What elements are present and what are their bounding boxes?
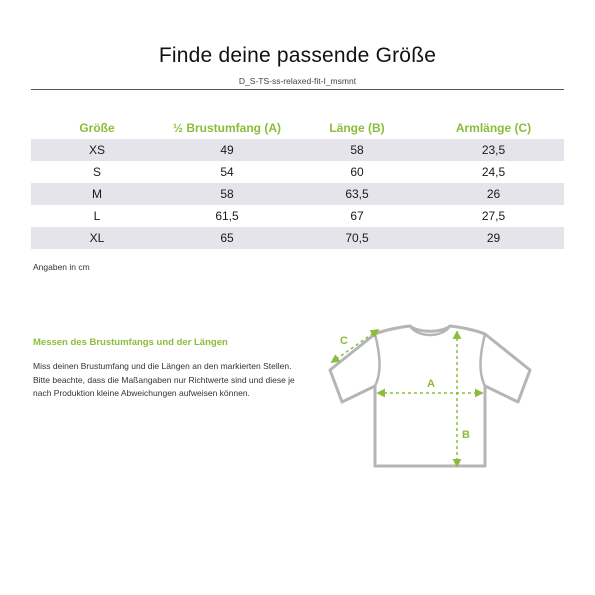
cell-length: 70,5 bbox=[291, 227, 423, 249]
table-header-row bbox=[31, 117, 564, 139]
table-row bbox=[31, 227, 564, 249]
cell-length: 67 bbox=[350, 209, 364, 223]
tshirt-diagram bbox=[320, 318, 540, 478]
label-c: C bbox=[340, 335, 348, 347]
label-a: A bbox=[427, 378, 435, 390]
cell-chest: 61,5 bbox=[215, 209, 239, 223]
tshirt-seam-left bbox=[375, 334, 380, 386]
cell-chest: 58 bbox=[163, 183, 291, 205]
cell-length: 58 bbox=[291, 139, 423, 161]
cell-sleeve: 26 bbox=[423, 183, 564, 205]
column-header-sleeve: Armlänge (C) bbox=[455, 121, 532, 135]
measure-paragraph: Miss deinen Brustumfang und die Längen an den markierten Stellen. bbox=[33, 361, 292, 371]
cell-chest: 65 bbox=[163, 227, 291, 249]
cell-size: XS bbox=[31, 139, 163, 161]
tshirt-outline bbox=[330, 326, 530, 466]
product-code: D_S-TS-ss-relaxed-fit-I_msmnt bbox=[238, 76, 357, 86]
units-note: Angaben in cm bbox=[33, 262, 90, 272]
measure-disclaimer: Bitte beachte, dass die Maßangaben nur Richtwerte sind und diese je nach Produktion kleine Abweichungen aufweisen können. bbox=[33, 374, 295, 398]
table-row bbox=[31, 139, 564, 161]
table-row bbox=[31, 183, 564, 205]
cell-size: M bbox=[31, 183, 163, 205]
measure-instructions bbox=[33, 360, 303, 401]
cell-size: L bbox=[93, 209, 101, 223]
cell-size: S bbox=[92, 165, 101, 179]
measure-heading: Messen des Brustumfangs und der Längen bbox=[33, 337, 228, 348]
column-header-chest: ½ Brustumfang (A) bbox=[173, 121, 281, 135]
cell-sleeve: 27,5 bbox=[481, 209, 506, 223]
cell-sleeve: 23,5 bbox=[423, 139, 564, 161]
page-title: Finde deine passende Größe bbox=[158, 44, 437, 67]
size-table bbox=[31, 117, 564, 249]
cell-sleeve: 24,5 bbox=[481, 165, 506, 179]
cell-chest: 54 bbox=[220, 165, 234, 179]
cell-size: XL bbox=[31, 227, 163, 249]
cell-length: 63,5 bbox=[291, 183, 423, 205]
sleeve-arrow bbox=[332, 330, 378, 362]
column-header-size: Größe bbox=[79, 121, 115, 135]
table-row bbox=[31, 161, 564, 183]
table-row bbox=[31, 205, 564, 227]
cell-sleeve: 29 bbox=[423, 227, 564, 249]
label-b: B bbox=[462, 429, 470, 441]
divider bbox=[31, 89, 564, 90]
column-header-length: Länge (B) bbox=[329, 121, 385, 135]
tshirt-seam-right bbox=[480, 334, 485, 386]
cell-length: 60 bbox=[350, 165, 364, 179]
cell-chest: 49 bbox=[163, 139, 291, 161]
